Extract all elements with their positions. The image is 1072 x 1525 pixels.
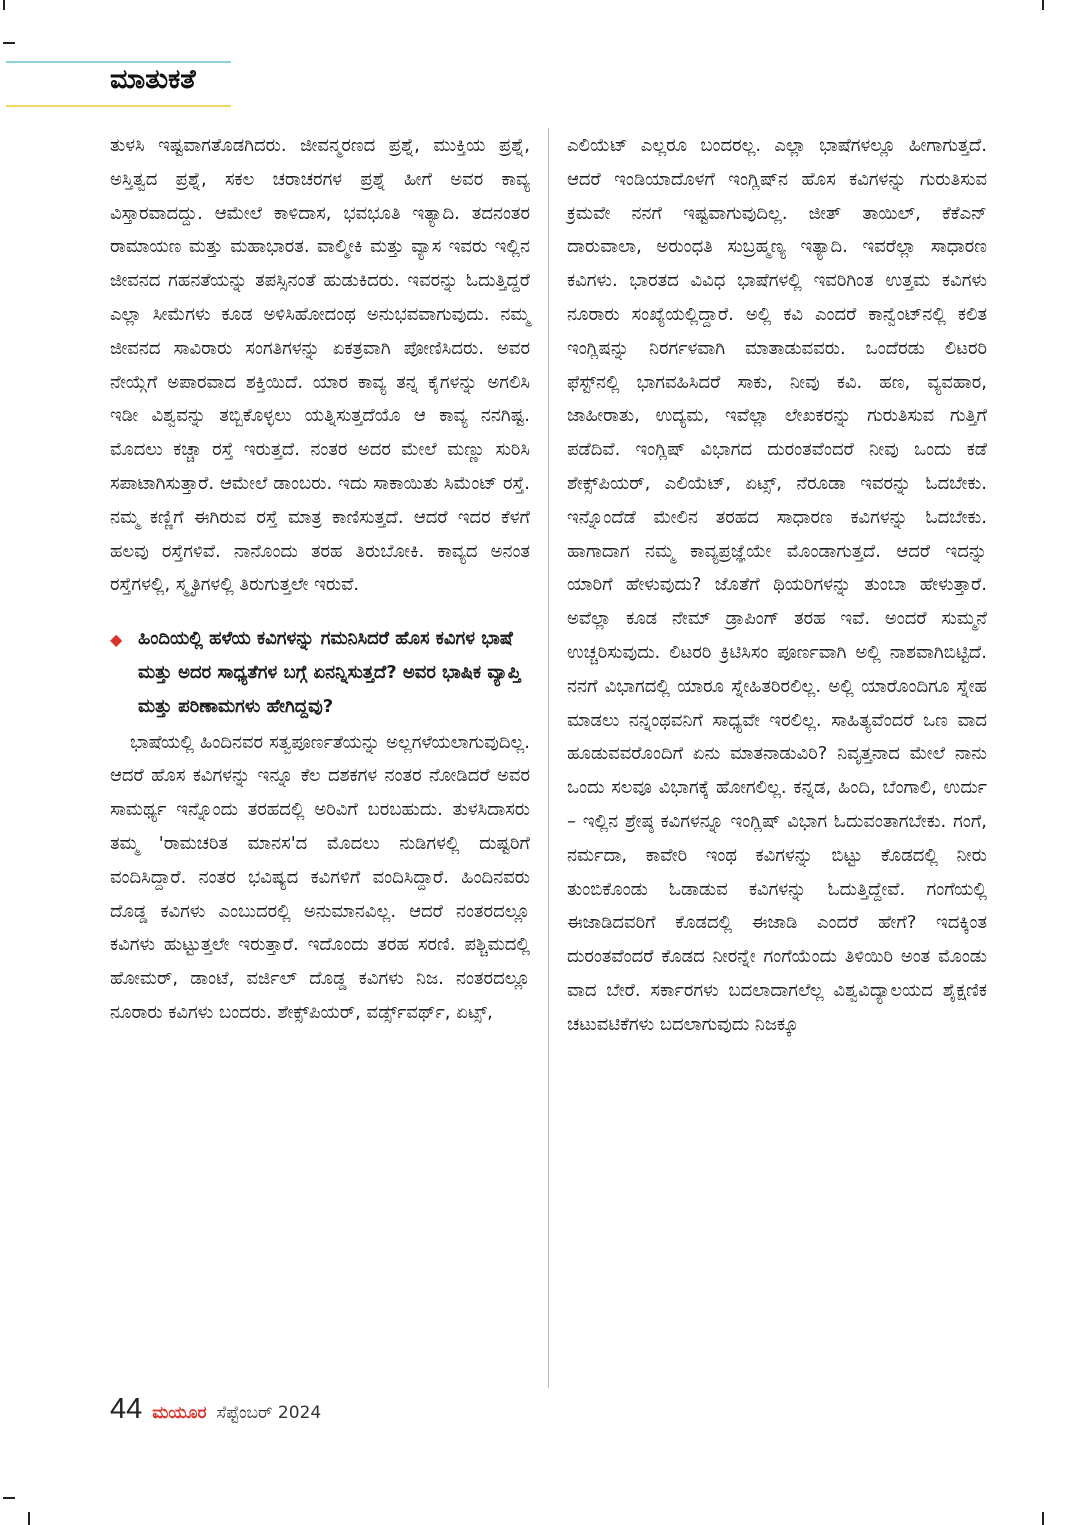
question-text: ಹಿಂದಿಯಲ್ಲಿ ಹಳೆಯ ಕವಿಗಳನ್ನು ಗಮನಿಸಿದರೆ ಹೊಸ ಕವಿಗಳ ಭಾಷೆ ಮತ್ತು ಅದರ ಸಾಧ್ಯತೆಗಳ ಬಗ್ಗೆ ಏನನ್ನಿಸುತ್ತದೆ? ಅವರ ಭಾಷಿಕ ವ್ಯಾಪ್ತಿ ಮತ್ತು ಪರಿಣಾಮಗಳು ಹೇಗಿದ್ದವು?	[138, 628, 521, 717]
section-rule-top	[6, 61, 231, 63]
body-paragraph: ತುಳಸಿ ಇಷ್ಟವಾಗತೊಡಗಿದರು. ಜೀವನ್ಮರಣದ ಪ್ರಶ್ನೆ, ಮುಕ್ತಿಯ ಪ್ರಶ್ನೆ, ಅಸ್ತಿತ್ವದ ಪ್ರಶ್ನೆ, ಸಕಲ ಚರಾಚರಗಳ ಪ್ರಶ್ನೆ ಹೀಗೆ ಅವರ ಕಾವ್ಯ ವಿಸ್ತಾರವಾದದ್ದು. ಆಮೇಲೆ ಕಾಳಿದಾಸ, ಭವಭೂತಿ ಇತ್ಯಾದಿ. ತದನಂತರ ರಾಮಾಯಣ ಮತ್ತು ಮಹಾಭಾರತ. ವಾಲ್ಮೀಕಿ ಮತ್ತು ವ್ಯಾಸ ಇವರು ಇಲ್ಲಿನ ಜೀವನದ ಗಹನತೆಯನ್ನು ತಪಸ್ಸಿನಂತೆ ಹುಡುಕಿದರು. ಇವರನ್ನು ಓದುತ್ತಿದ್ದರೆ ಎಲ್ಲಾ ಸೀಮೆಗಳು ಕೂಡ ಅಳಿಸಿಹೋದಂಥ ಅನುಭವವಾಗುವುದು. ನಮ್ಮ ಜೀವನದ ಸಾವಿರಾರು ಸಂಗತಿಗಳನ್ನು ಏಕತ್ರವಾಗಿ ಪೋಣಿಸಿದರು. ಅವರ ನೇಯ್ಗೆಗೆ ಅಪಾರವಾದ ಶಕ್ತಿಯಿದೆ. ಯಾರ ಕಾವ್ಯ ತನ್ನ ಕೈಗಳನ್ನು ಅಗಲಿಸಿ ಇಡೀ ವಿಶ್ವವನ್ನು ತಬ್ಬಿಕೊಳ್ಳಲು ಯತ್ನಿಸುತ್ತದೆಯೊ ಆ ಕಾವ್ಯ ನನಗಿಷ್ಟ. ಮೊದಲು ಕಚ್ಚಾ ರಸ್ತೆ ಇರುತ್ತದೆ. ನಂತರ ಅದರ ಮೇಲೆ ಮಣ್ಣು ಸುರಿಸಿ ಸಪಾಟಾಗಿಸುತ್ತಾರೆ. ಆಮೇಲೆ ಡಾಂಬರು. ಇದು ಸಾಕಾಯಿತು ಸಿಮೆಂಟ್ ರಸ್ತೆ. ನಮ್ಮ ಕಣ್ಣಿಗೆ ಈಗಿರುವ ರಸ್ತೆ ಮಾತ್ರ ಕಾಣಿಸುತ್ತದೆ. ಆದರೆ ಇದರ ಕೆಳಗೆ ಹಲವು ರಸ್ತೆಗಳಿವೆ. ನಾನೊಂದು ತರಹ ತಿರುಬೋಕಿ. ಕಾವ್ಯದ ಅನಂತ ರಸ್ತೆಗಳಲ್ಲಿ, ಸ್ಮೃತಿಗಳಲ್ಲಿ ತಿರುಗುತ್ತಲೇ ಇರುವೆ.	[110, 135, 530, 596]
interview-question	[110, 622, 530, 723]
right-column	[567, 129, 987, 1042]
crop-mark	[28, 1512, 30, 1525]
body-paragraph: ಎಲಿಯೆಟ್ ಎಲ್ಲರೂ ಬಂದರಲ್ಲ. ಎಲ್ಲಾ ಭಾಷೆಗಳಲ್ಲೂ ಹೀಗಾಗುತ್ತದೆ. ಆದರೆ ಇಂಡಿಯಾದೊಳಗೆ ಇಂಗ್ಲಿಷ್‌ನ ಹೊಸ ಕವಿಗಳನ್ನು ಗುರುತಿಸುವ ಕ್ರಮವೇ ನನಗೆ ಇಷ್ಟವಾಗುವುದಿಲ್ಲ. ಜೀತ್ ತಾಯಿಲ್, ಕೆಕೆಎನ್ ದಾರುವಾಲಾ, ಅರುಂಧತಿ ಸುಬ್ರಹ್ಮಣ್ಯ ಇತ್ಯಾದಿ. ಇವರೆಲ್ಲಾ ಸಾಧಾರಣ ಕವಿಗಳು. ಭಾರತದ ವಿವಿಧ ಭಾಷೆಗಳಲ್ಲಿ ಇವರಿಗಿಂತ ಉತ್ತಮ ಕವಿಗಳು ನೂರಾರು ಸಂಖ್ಯೆಯಲ್ಲಿದ್ದಾರೆ. ಅಲ್ಲಿ ಕವಿ ಎಂದರೆ ಕಾನ್ವೆಂಟ್‌ನಲ್ಲಿ ಕಲಿತ ಇಂಗ್ಲಿಷನ್ನು ನಿರರ್ಗಳವಾಗಿ ಮಾತಾಡುವವರು. ಒಂದೆರಡು ಲಿಟರರಿ ಫೆಸ್ಟ್‌ನಲ್ಲಿ ಭಾಗವಹಿಸಿದರೆ ಸಾಕು, ನೀವು ಕವಿ. ಹಣ, ವ್ಯವಹಾರ, ಜಾಹೀರಾತು, ಉದ್ಯಮ, ಇವೆಲ್ಲಾ ಲೇಖಕರನ್ನು ಗುರುತಿಸುವ ಗುತ್ತಿಗೆ ಪಡೆದಿವೆ. ಇಂಗ್ಲಿಷ್ ವಿಭಾಗದ ದುರಂತವೆಂದರೆ ನೀವು ಒಂದು ಕಡೆ ಶೇಕ್ಸ್‌ಪಿಯರ್, ಎಲಿಯೆಟ್, ಏಟ್ಸ್, ನೆರೂಡಾ ಇವರನ್ನು ಓದಬೇಕು. ಇನ್ನೊಂದೆಡೆ ಮೇಲಿನ ತರಹದ ಸಾಧಾರಣ ಕವಿಗಳನ್ನು ಓದಬೇಕು. ಹಾಗಾದಾಗ ನಮ್ಮ ಕಾವ್ಯಪ್ರಜ್ಞೆಯೇ ಮೊಂಡಾಗುತ್ತದೆ. ಆದರೆ ಇದನ್ನು ಯಾರಿಗೆ ಹೇಳುವುದು? ಜೊತೆಗೆ ಥಿಯರಿಗಳನ್ನು ತುಂಬಾ ಹೇಳುತ್ತಾರೆ. ಅವೆಲ್ಲಾ ಕೂಡ ನೇಮ್ ಡ್ರಾಪಿಂಗ್ ತರಹ ಇವೆ. ಅಂದರೆ ಸುಮ್ಮನೆ ಉಚ್ಚರಿಸುವುದು. ಲಿಟರರಿ ಕ್ರಿಟಿಸಿಸಂ ಪೂರ್ಣವಾಗಿ ಅಲ್ಲಿ ನಾಶವಾಗಿಬಿಟ್ಟಿದೆ. ನನಗೆ ವಿಭಾಗದಲ್ಲಿ ಯಾರೂ ಸ್ನೇಹಿತರಿರಲಿಲ್ಲ. ಅಲ್ಲಿ ಯಾರೊಂದಿಗೂ ಸ್ನೇಹ ಮಾಡಲು ನನ್ನಂಥವನಿಗೆ ಸಾಧ್ಯವೇ ಇರಲಿಲ್ಲ. ಸಾಹಿತ್ಯವೆಂದರೆ ಒಣ ವಾದ ಹೂಡುವವರೊಂದಿಗೆ ಏನು ಮಾತನಾಡುವಿರಿ? ನಿವೃತ್ತನಾದ ಮೇಲೆ ನಾನು ಒಂದು ಸಲವೂ ವಿಭಾಗಕ್ಕೆ ಹೋಗಲಿಲ್ಲ. ಕನ್ನಡ, ಹಿಂದಿ, ಬೆಂಗಾಲಿ, ಉರ್ದು – ಇಲ್ಲಿನ ಶ್ರೇಷ್ಠ ಕವಿಗಳನ್ನೂ ಇಂಗ್ಲಿಷ್ ವಿಭಾಗ ಓದುವಂತಾಗಬೇಕು. ಗಂಗೆ, ನರ್ಮದಾ, ಕಾವೇರಿ ಇಂಥ ಕವಿಗಳನ್ನು ಬಿಟ್ಟು ಕೊಡದಲ್ಲಿ ನೀರು ತುಂಬಿಕೊಂಡು ಓಡಾಡುವ ಕವಿಗಳನ್ನು ಓದುತ್ತಿದ್ದೇವೆ. ಗಂಗೆಯಲ್ಲಿ ಈಜಾಡಿದವರಿಗೆ ಕೊಡದಲ್ಲಿ ಈಜಾಡಿ ಎಂದರೆ ಹೇಗೆ? ಇದಕ್ಕಿಂತ ದುರಂತವೆಂದರೆ ಕೊಡದ ನೀರನ್ನೇ ಗಂಗೆಯೆಂದು ತಿಳಿಯಿರಿ ಅಂತ ಮೊಂಡು ವಾದ ಬೇರೆ. ಸರ್ಕಾರಗಳು ಬದಲಾದಾಗಲೆಲ್ಲ ವಿಶ್ವವಿದ್ಯಾಲಯದ ಶೈಕ್ಷಣಿಕ ಚಟುವಟಿಕೆಗಳು ಬದಲಾಗುವುದು ನಿಜಕ್ಕೂ	[567, 135, 987, 1035]
crop-mark	[1042, 1512, 1044, 1525]
page-footer	[110, 1393, 321, 1426]
crop-mark	[3, 0, 5, 10]
crop-mark	[3, 1497, 15, 1499]
magazine-logo: ಮಯೂರ	[152, 1403, 207, 1423]
section-title: ಮಾತುಕತೆ	[110, 64, 196, 95]
issue-date: ಸೆಪ್ಟೆಂಬರ್ 2024	[216, 1403, 322, 1423]
answer-paragraph: ಭಾಷೆಯಲ್ಲಿ ಹಿಂದಿನವರ ಸತ್ವಪೂರ್ಣತೆಯನ್ನು ಅಲ್ಲಗಳೆಯಲಾಗುವುದಿಲ್ಲ. ಆದರೆ ಹೊಸ ಕವಿಗಳನ್ನು ಇನ್ನೂ ಕೆಲ ದಶಕಗಳ ನಂತರ ನೋಡಿದರೆ ಅವರ ಸಾಮರ್ಥ್ಯ ಇನ್ನೊಂದು ತರಹದಲ್ಲಿ ಅರಿವಿಗೆ ಬರಬಹುದು. ತುಳಸಿದಾಸರು ತಮ್ಮ 'ರಾಮಚರಿತ ಮಾನಸ'ದ ಮೊದಲು ನುಡಿಗಳಲ್ಲಿ ದುಷ್ಟರಿಗೆ ವಂದಿಸಿದ್ದಾರೆ. ನಂತರ ಭವಿಷ್ಯದ ಕವಿಗಳಿಗೆ ವಂದಿಸಿದ್ದಾರೆ. ಹಿಂದಿನವರು ದೊಡ್ಡ ಕವಿಗಳು ಎಂಬುದರಲ್ಲಿ ಅನುಮಾನವಿಲ್ಲ. ಆದರೆ ನಂತರದಲ್ಲೂ ಕವಿಗಳು ಹುಟ್ಟುತ್ತಲೇ ಇರುತ್ತಾರೆ. ಇದೊಂದು ತರಹ ಸರಣಿ. ಪಶ್ಚಿಮದಲ್ಲಿ ಹೋಮರ್, ಡಾಂಟೆ, ವರ್ಜಿಲ್ ದೊಡ್ಡ ಕವಿಗಳು ನಿಜ. ನಂತರದಲ್ಲೂ ನೂರಾರು ಕವಿಗಳು ಬಂದರು. ಶೇಕ್ಸ್‌ಪಿಯರ್, ವರ್ಡ್ಸ್‌ವರ್ಥ್, ಏಟ್ಸ್,	[110, 731, 530, 1023]
crop-mark	[3, 42, 15, 44]
page-number: 44	[110, 1393, 143, 1425]
crop-mark	[1042, 0, 1044, 10]
left-column	[110, 129, 530, 1030]
column-divider	[548, 128, 549, 1388]
section-rule-bottom	[6, 105, 231, 107]
diamond-bullet-icon: ◆	[110, 630, 123, 650]
